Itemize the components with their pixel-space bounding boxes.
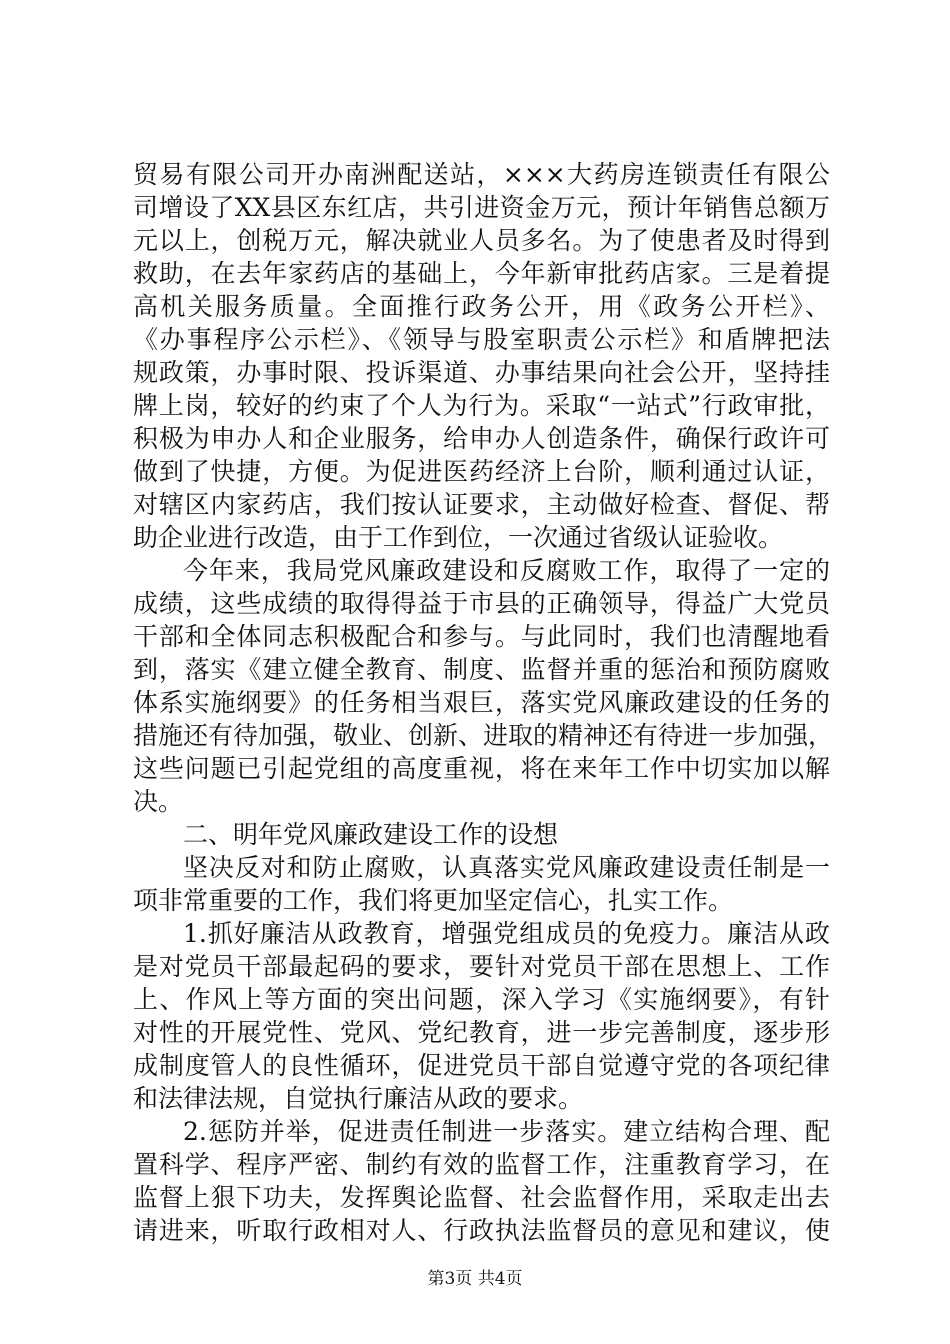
text-line: 贸易有限公司开办南洲配送站，×××大药房连锁责任有限公 — [133, 160, 830, 189]
text-line: 和法律法规，自觉执行廉洁从政的要求。 — [133, 1084, 584, 1113]
text-line: 体系实施纲要》的任务相当艰巨，落实党风廉政建设的任务的 — [133, 688, 830, 717]
text-line: 司增设了XX县区东红店，共引进资金万元，预计年销售总额万 — [133, 193, 830, 222]
text-line: 坚决反对和防止腐败，认真落实党风廉政建设责任制是一 — [183, 853, 830, 882]
text-line: 监督上狠下功夫，发挥舆论监督、社会监督作用，采取走出去 — [133, 1183, 830, 1212]
text-line: 规政策，办事时限、投诉渠道、办事结果向社会公开，坚持挂 — [133, 358, 830, 387]
text-line: 救助，在去年家药店的基础上，今年新审批药店家。三是着提 — [133, 259, 830, 288]
text-line: 《办事程序公示栏》、《领导与股室职责公示栏》和盾牌把法 — [133, 325, 830, 354]
text-line: 助企业进行改造，由于工作到位，一次通过省级认证验收。 — [133, 523, 784, 552]
text-line: 这些问题已引起党组的高度重视，将在来年工作中切实加以解 — [133, 754, 830, 783]
text-line: 措施还有待加强，敬业、创新、进取的精神还有待进一步加强， — [133, 721, 834, 750]
text-line: 干部和全体同志积极配合和参与。与此同时，我们也清醒地看 — [133, 622, 830, 651]
text-line: 项非常重要的工作，我们将更加坚定信心，扎实工作。 — [133, 886, 734, 915]
text-line: 成绩，这些成绩的取得得益于市县的正确领导，得益广大党员 — [133, 589, 830, 618]
text-line: 元以上，创税万元，解决就业人员多名。为了使患者及时得到 — [133, 226, 830, 255]
text-line: 高机关服务质量。全面推行政务公开，用《政务公开栏》、 — [133, 292, 830, 321]
text-line: 决。 — [133, 787, 184, 816]
text-line: 2.惩防并举，促进责任制进一步落实。建立结构合理、配 — [183, 1117, 830, 1146]
document-body — [133, 158, 834, 1247]
text-line: 是对党员干部最起码的要求，要针对党员干部在思想上、工作 — [133, 952, 830, 981]
text-line: 牌上岗，较好的约束了个人为行为。采取“一站式”行政审批， — [133, 391, 830, 420]
text-line: 对辖区内家药店，我们按认证要求，主动做好检查、督促、帮 — [133, 490, 830, 519]
text-line: 上、作风上等方面的突出问题，深入学习《实施纲要》，有针 — [133, 985, 830, 1014]
text-line: 到，落实《建立健全教育、制度、监督并重的惩治和预防腐败 — [133, 655, 830, 684]
text-line: 积极为申办人和企业服务，给申办人创造条件，确保行政许可 — [133, 424, 830, 453]
text-line: 对性的开展党性、党风、党纪教育，进一步完善制度，逐步形 — [133, 1018, 830, 1047]
text-line: 今年来，我局党风廉政建设和反腐败工作，取得了一定的 — [183, 556, 830, 585]
text-line: 二、明年党风廉政建设工作的设想 — [183, 820, 559, 849]
text-line: 1.抓好廉洁从政教育，增强党组成员的免疫力。廉洁从政 — [183, 919, 830, 948]
text-line: 做到了快捷，方便。为促进医药经济上台阶，顺利通过认证， — [133, 457, 830, 486]
text-line: 成制度管人的良性循环，促进党员干部自觉遵守党的各项纪律 — [133, 1051, 830, 1080]
text-line: 请进来，听取行政相对人、行政执法监督员的意见和建议，使 — [133, 1216, 830, 1245]
page-footer: 第3页 共4页 — [427, 1269, 523, 1289]
text-line: 置科学、程序严密、制约有效的监督工作，注重教育学习，在 — [133, 1150, 830, 1179]
